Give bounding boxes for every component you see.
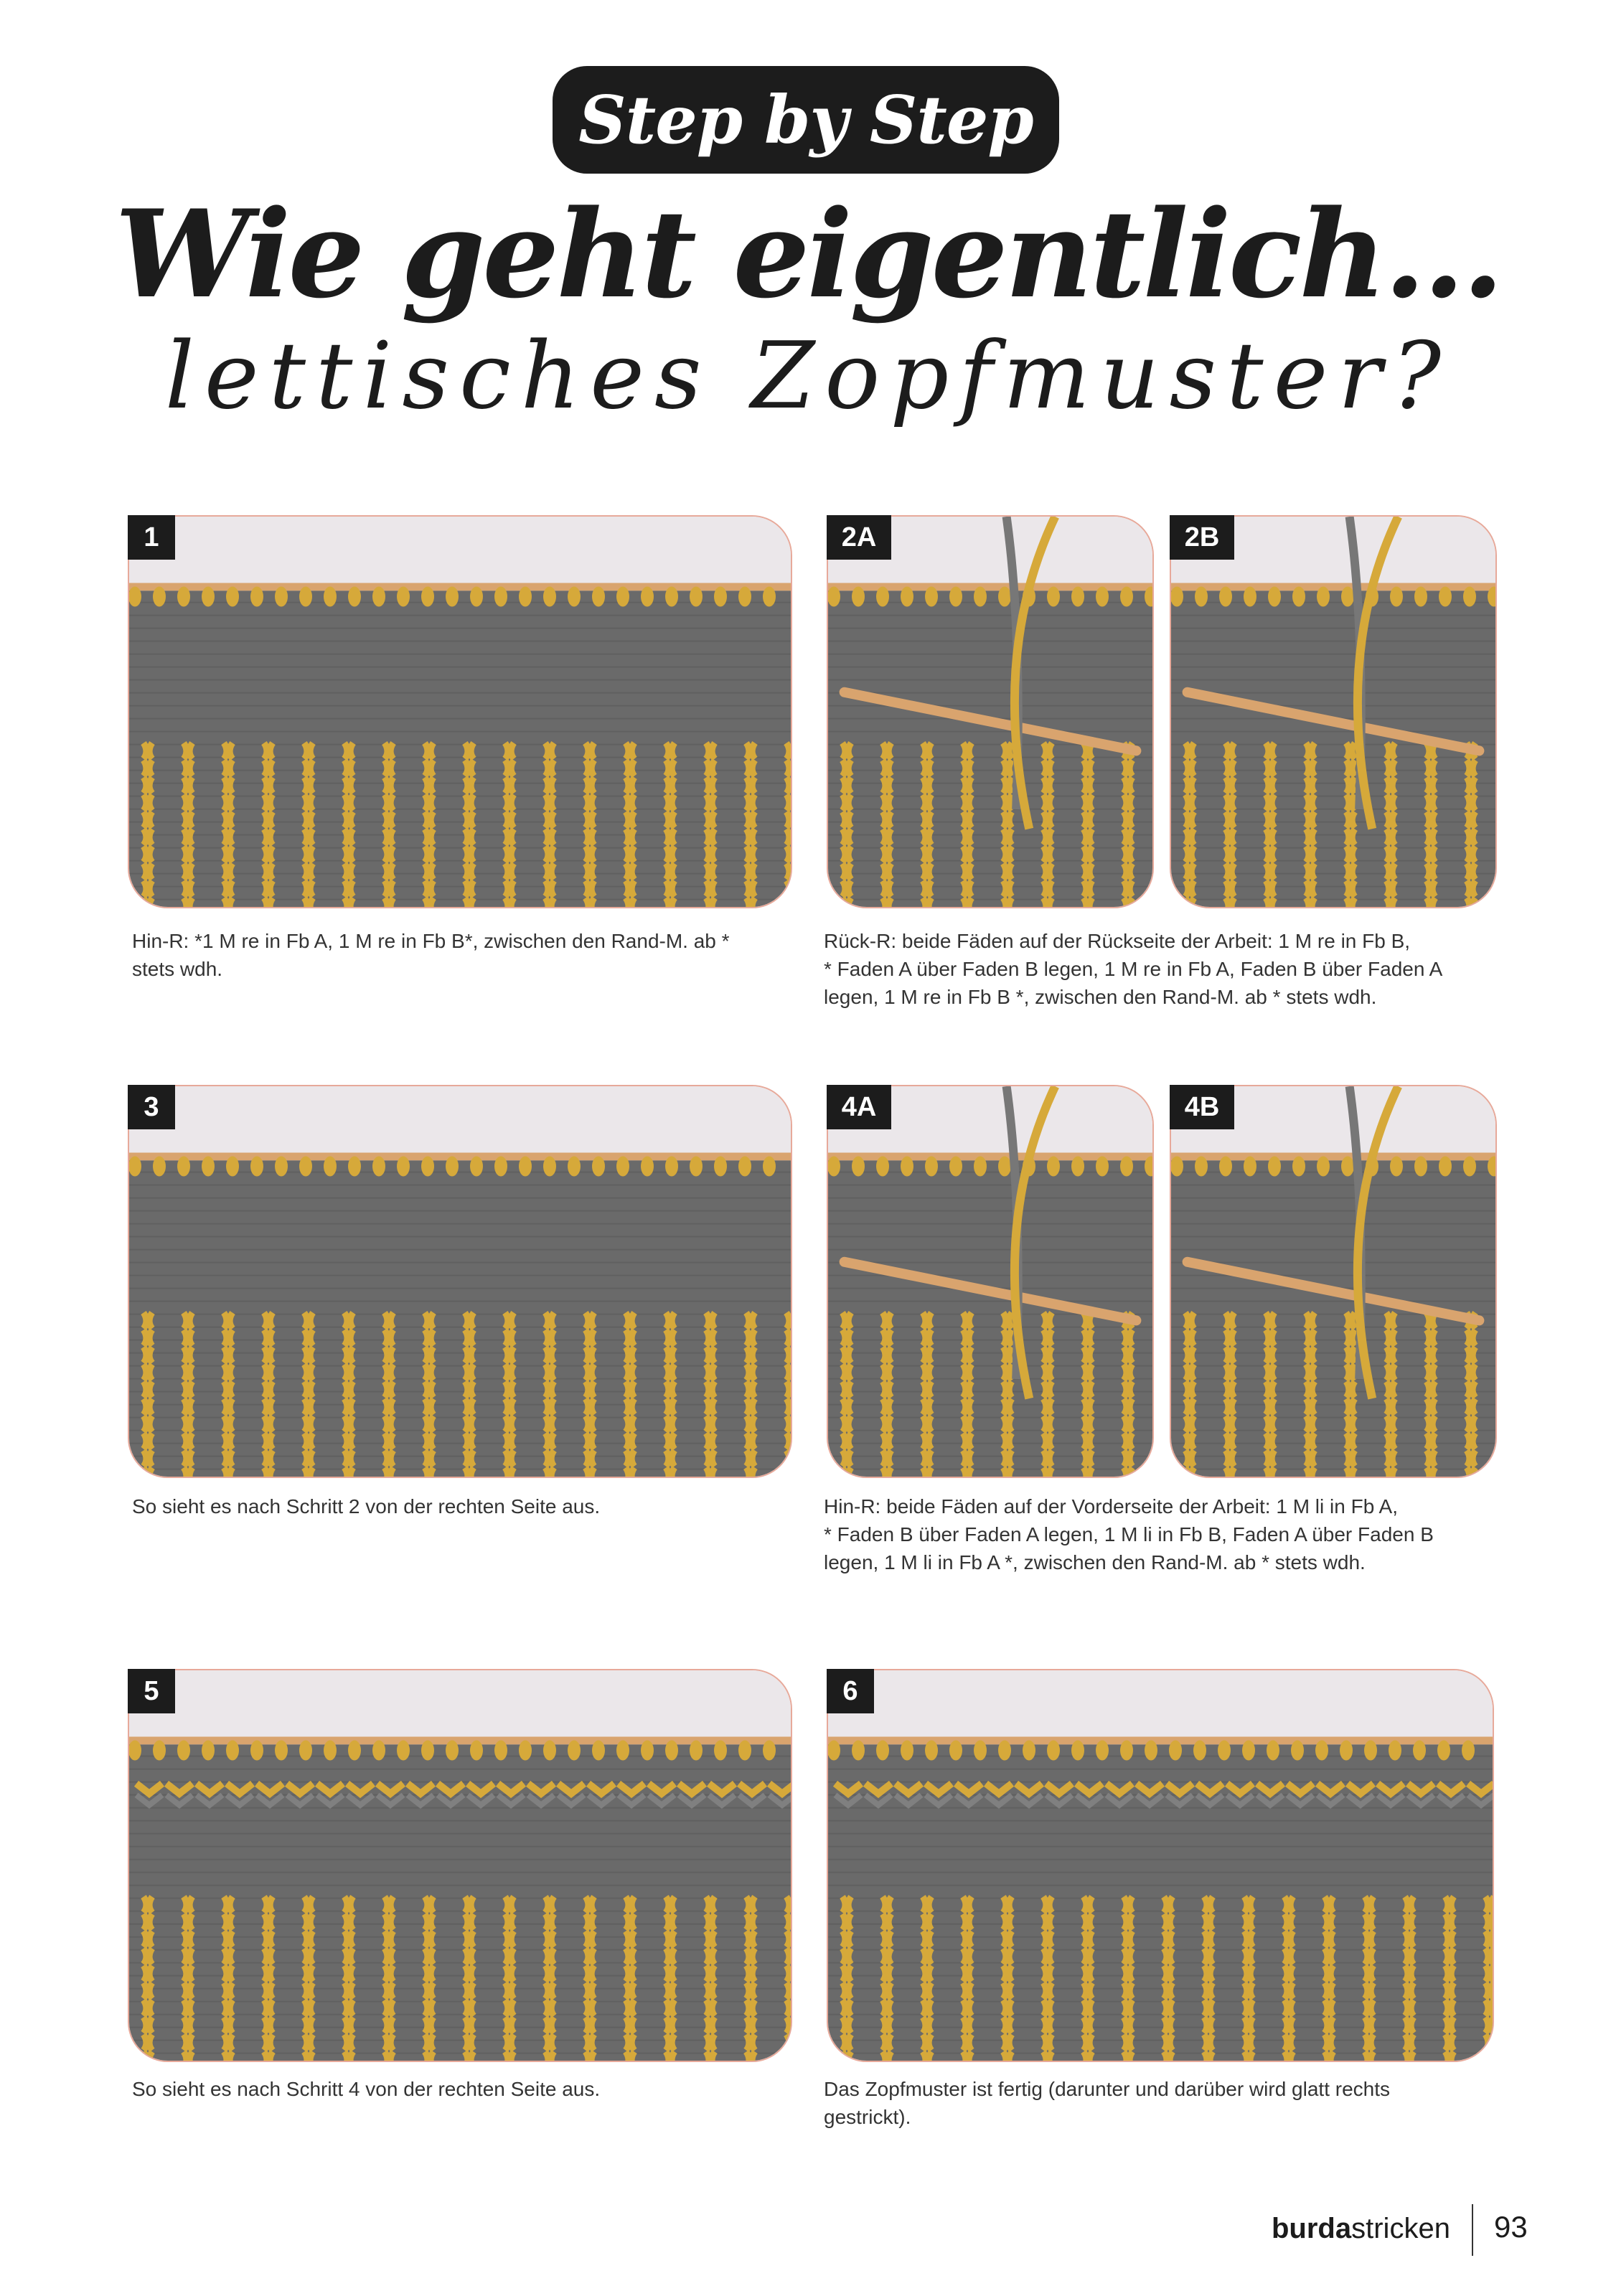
step-4b-badge: 4B bbox=[1170, 1085, 1234, 1129]
knitting-illustration bbox=[129, 1670, 791, 2061]
step-2a-photo bbox=[827, 515, 1154, 908]
step-2b-photo bbox=[1170, 515, 1497, 908]
step-6-photo bbox=[827, 1669, 1494, 2062]
knitting-illustration bbox=[1171, 1086, 1495, 1477]
brand-bold: burda bbox=[1272, 2213, 1352, 2244]
step-1-badge: 1 bbox=[128, 515, 175, 560]
step-3-badge: 3 bbox=[128, 1085, 175, 1129]
step-6-caption: Das Zopfmuster ist fertig (darunter und darüber wird glatt rechts gestrickt). bbox=[824, 2078, 1391, 2128]
page-number: 93 bbox=[1494, 2210, 1528, 2244]
pill-label: Step by Step bbox=[578, 81, 1033, 159]
step-3-caption: So sieht es nach Schritt 2 von der rechten Seite aus. bbox=[132, 1495, 601, 1518]
knitting-illustration bbox=[828, 517, 1152, 907]
step-1-photo bbox=[128, 515, 792, 908]
step-5-badge: 5 bbox=[128, 1669, 175, 1713]
brand-regular: stricken bbox=[1351, 2213, 1450, 2244]
step-6-badge: 6 bbox=[827, 1669, 874, 1713]
step-4-caption: Hin-R: beide Fäden auf der Vorderseite der Arbeit: 1 M li in Fb A, * Faden B über Faden A legen, 1 M li in Fb B, Faden A über Faden B legen, 1 M li in Fb A *, zwischen den Rand-M. ab * stets wdh. bbox=[824, 1495, 1434, 1573]
step-1-caption: Hin-R: *1 M re in Fb A, 1 M re in Fb B*, zwischen den Rand-M. ab * stets wdh. bbox=[132, 930, 730, 980]
page-title: Wie geht eigentlich... bbox=[115, 183, 1501, 325]
step-5-caption: So sieht es nach Schritt 4 von der rechten Seite aus. bbox=[132, 2078, 601, 2100]
step-by-step-pill bbox=[553, 66, 1059, 174]
page-subtitle: lettisches Zopfmuster? bbox=[164, 323, 1452, 430]
footer-brand bbox=[1272, 2213, 1450, 2245]
step-4a-badge: 4A bbox=[827, 1085, 891, 1129]
knitting-illustration bbox=[1171, 517, 1495, 907]
step-3-photo bbox=[128, 1085, 792, 1478]
step-2b-badge: 2B bbox=[1170, 515, 1234, 560]
knitting-illustration bbox=[129, 1086, 791, 1477]
footer-divider bbox=[1472, 2204, 1473, 2256]
knitting-illustration bbox=[828, 1086, 1152, 1477]
step-2a-badge: 2A bbox=[827, 515, 891, 560]
knitting-illustration bbox=[828, 1670, 1493, 2061]
step-4b-photo bbox=[1170, 1085, 1497, 1478]
step-2-caption: Rück-R: beide Fäden auf der Rückseite der Arbeit: 1 M re in Fb B, * Faden A über Faden B legen, 1 M re in Fb A, Faden B über Faden A legen, 1 M re in Fb B *, zwischen den Rand-M. ab * stets wdh. bbox=[824, 930, 1443, 1008]
knitting-illustration bbox=[129, 517, 791, 907]
step-5-photo bbox=[128, 1669, 792, 2062]
step-4a-photo bbox=[827, 1085, 1154, 1478]
